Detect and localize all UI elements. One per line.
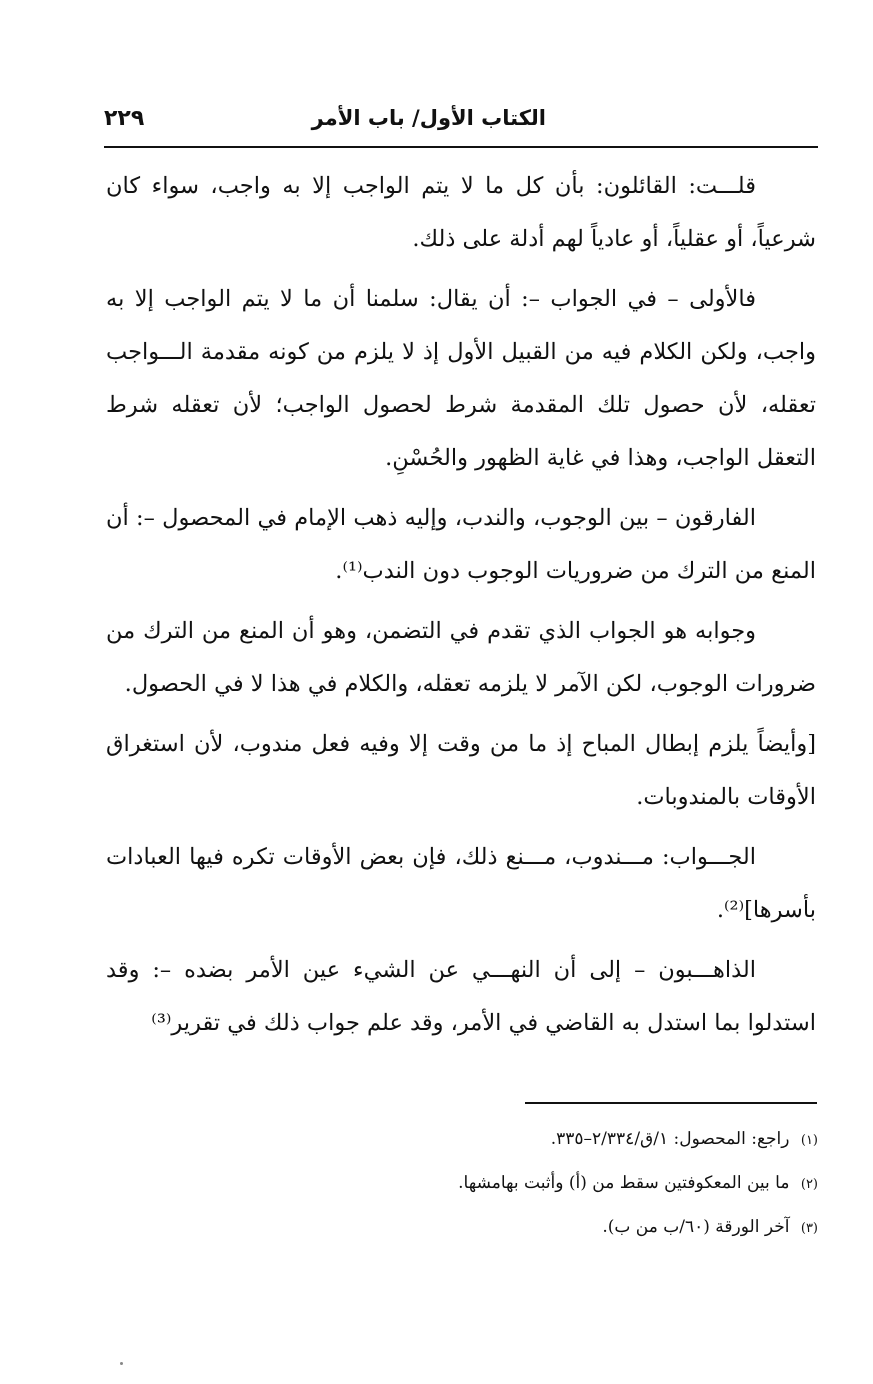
running-title: الكتاب الأول/ باب الأمر	[311, 106, 546, 130]
footnotes	[106, 1118, 818, 1250]
footnote-number: (٢)	[800, 1177, 818, 1192]
paragraph-2: فالأولى – في الجواب –: أن يقال: سلمنا أن ما لا يتم الواجب إلا به واجب، ولكن الكلام فيه من القبيل الأول إذ لا يلزم من كونه مقدمة الـــواجب تعقله، لأن حصول تلك المقدمة شرط لحصول الواجب؛ لأن تعقله شرط التعقل الواجب، وهذا في غاية الظهور والحُسْنِ.	[106, 286, 816, 471]
footnote-text: آخر الورقة (٦٠/ب من ب).	[602, 1217, 790, 1237]
header-rule	[104, 146, 818, 148]
footnote-number: (١)	[800, 1133, 818, 1148]
paragraph-3: الفارقون – بين الوجوب، والندب، وإليه ذهب الإمام في المحصول –: أن المنع من الترك من ضروريات الوجوب دون الندب⁽¹⁾.	[106, 505, 816, 584]
footnote-text: ما بين المعكوفتين سقط من (أ) وأثبت بهامشها.	[458, 1173, 790, 1193]
scan-speck	[120, 1362, 123, 1365]
footnote-1	[106, 1118, 818, 1162]
paragraph-6: الجـــواب: مـــندوب، مـــنع ذلك، فإن بعض الأوقات تكره فيها العبادات بأسرها]⁽²⁾.	[106, 844, 816, 923]
footnote-number: (٣)	[800, 1221, 818, 1236]
page-number: ٢٢٩	[104, 106, 145, 131]
main-text	[106, 160, 816, 1057]
paragraph-5: [وأيضاً يلزم إبطال المباح إذ ما من وقت إلا وفيه فعل مندوب، لأن استغراق الأوقات بالمندوبات.	[106, 731, 816, 810]
footnote-text: راجع: المحصول: ١/ق/٢/٣٣٤–٣٣٥.	[550, 1129, 790, 1149]
paragraph-1: قلـــت: القائلون: بأن كل ما لا يتم الواجب إلا به واجب، سواء كان شرعياً، أو عقلياً، أو عادياً لهم أدلة على ذلك.	[106, 173, 816, 252]
paragraph-7: الذاهـــبون – إلى أن النهـــي عن الشيء عين الأمر بضده –: وقد استدلوا بما استدل به القاضي في الأمر، وقد علم جواب ذلك في تقرير⁽³⁾	[106, 957, 816, 1036]
paragraph-4: وجوابه هو الجواب الذي تقدم في التضمن، وهو أن المنع من الترك من ضرورات الوجوب، لكن الآمر لا يلزمه تعقله، والكلام في هذا لا في الحصول.	[106, 618, 816, 697]
footnote-3	[106, 1206, 818, 1250]
footnote-separator	[525, 1102, 817, 1104]
page-header	[104, 104, 816, 144]
footnote-2	[106, 1162, 818, 1206]
